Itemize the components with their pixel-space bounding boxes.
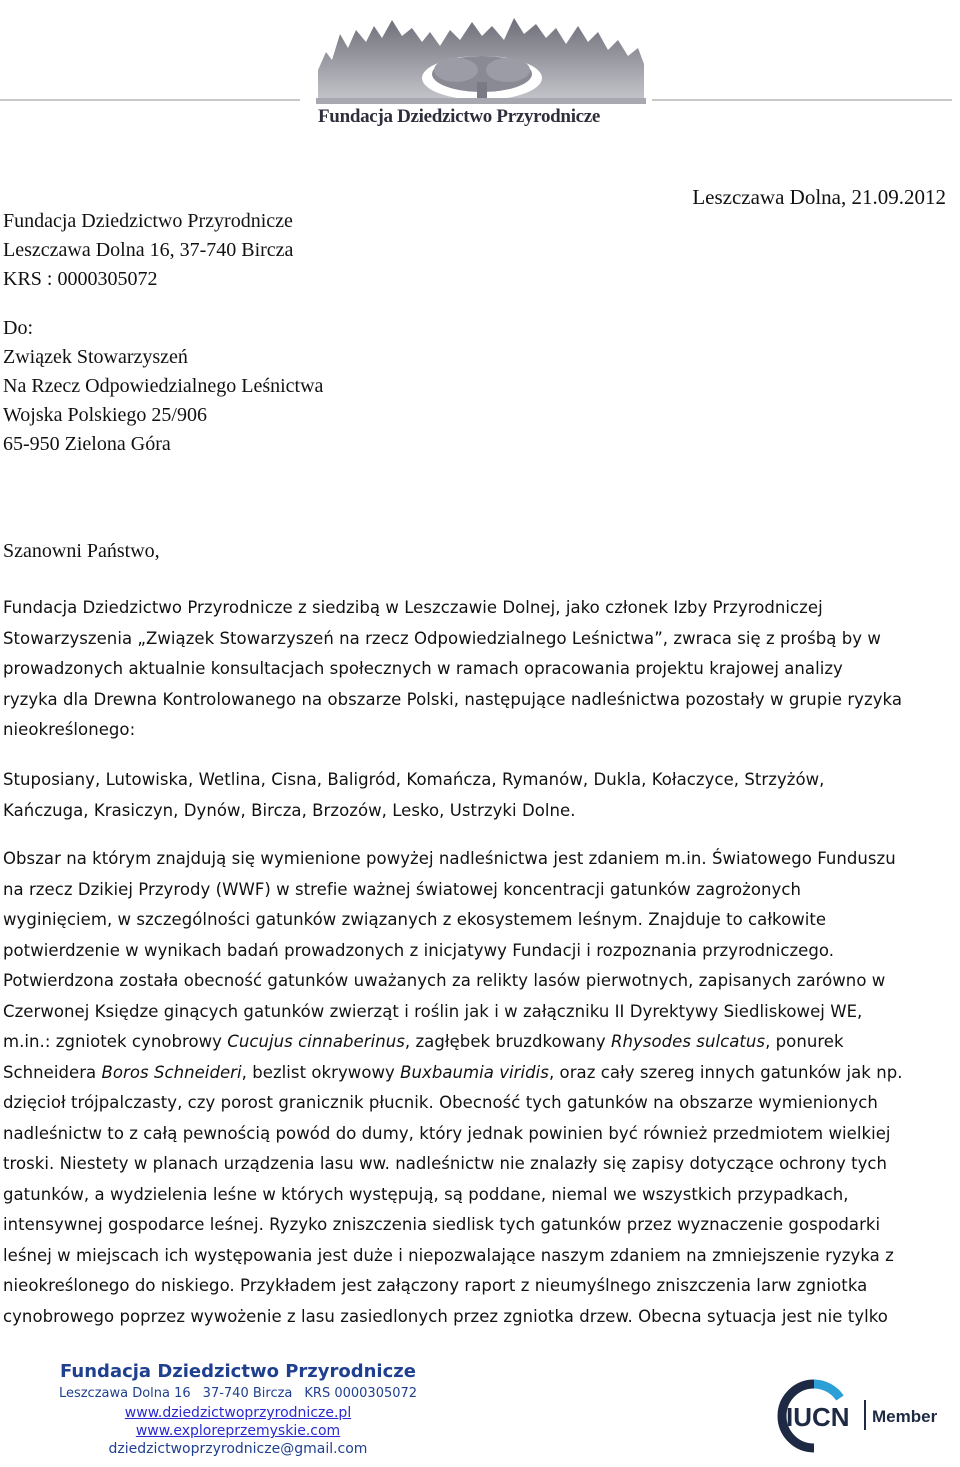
text-line: dzięcioł trójpalczasty, czy porost granicznik płucnik. Obecność tych gatunków na obszarze wymienionych [3, 1093, 878, 1112]
sender-address [3, 207, 293, 294]
text-line: leśnej w miejscach ich występowania jest duże i niepozwalające naszym zdaniem na zmniejszenie ryzyka z [3, 1245, 894, 1265]
text-line: na rzecz Dzikiej Przyrody (WWF) w strefie ważnej światowej koncentracji gatunków zagrożonych [3, 879, 801, 899]
footer-address: Leszczawa Dolna 16 [58, 1386, 191, 1401]
header-rule-right [652, 99, 952, 101]
recipient-to-label: Do: [3, 317, 33, 339]
recipient-line: Wojska Polskiego 25/906 [3, 404, 207, 426]
recipient-line: 65-950 Zielona Góra [3, 433, 171, 455]
paragraph-forest-districts [3, 765, 953, 826]
text-line: troski. Niestety w planach urządzenia lasu ww. nadleśnictw nie znalazły się zapisy dotyczące ochrony tych [3, 1154, 888, 1173]
text-span: m.in.: zgniotek cynobrowy [3, 1032, 228, 1051]
sender-line: KRS : 0000305072 [3, 268, 158, 290]
paragraph-justification [3, 844, 953, 1332]
recipient-line: Związek Stowarzyszeń [3, 346, 188, 368]
footer-contact [28, 1360, 448, 1458]
footer-website-link[interactable]: www.dziedzictwoprzyrodnicze.pl [124, 1405, 352, 1421]
text-line: cynobrowego poprzez wywożenie z lasu zasiedlonych przez zgniotka drzew. Obecna sytuacja jest nie tylko [3, 1306, 888, 1326]
footer-address-line [28, 1384, 448, 1404]
footer-postal: 37-740 Bircza [202, 1386, 293, 1401]
footer-krs: KRS 0000305072 [304, 1386, 418, 1401]
text-line: nadleśnictw to z całą pewnością powód do dumy, który jednak powinien być również przedmiotem wielkiej [3, 1123, 891, 1143]
text-line: Stuposiany, Lutowiska, Wetlina, Cisna, Baligród, Komańcza, Rymanów, Dukla, Kołaczyce, Strzyżów, [3, 770, 825, 789]
text-line: Obszar na którym znajdują się wymienione powyżej nadleśnictwa jest zdaniem m.in. Światowego Funduszu [3, 849, 896, 868]
header-rule-left [0, 99, 300, 101]
text-line: ryzyka dla Drewna Kontrolowanego na obszarze Polski, następujące nadleśnictwa pozostały w grupie ryzyka [3, 689, 902, 709]
footer-org-name: Fundacja Dziedzictwo Przyrodnicze [60, 1361, 416, 1382]
letter-date: Leszczawa Dolna, 21.09.2012 [692, 185, 946, 209]
recipient-address [3, 314, 323, 459]
text-line: potwierdzenie w wynikach badań prowadzonych z inicjatywy Fundacji i rozpoznania przyrodniczego. [3, 940, 835, 960]
text-line [3, 1027, 953, 1058]
text-line [3, 1058, 953, 1089]
iucn-member-text: Member [872, 1407, 938, 1426]
text-span: , zagłębek bruzdkowany [404, 1032, 612, 1051]
text-line: gatunków, a wydzielenia leśne w których występują, są poddane, niemal we wszystkich przypadkach, [3, 1184, 849, 1204]
header-org-name: Fundacja Dziedzictwo Przyrodnicze [318, 106, 601, 127]
text-line: nieokreślonego: [3, 720, 136, 739]
text-line: Stowarzyszenia „Związek Stowarzyszeń na rzecz Odpowiedzialnego Leśnictwa”, zwraca się z prośbą by w [3, 628, 881, 648]
text-span: , bezlist okrywowy [241, 1062, 401, 1082]
text-line: wyginięciem, w szczególności gatunków związanych z ekosystemem leśnym. Znajduje to całkowite [3, 910, 827, 929]
text-span: , oraz cały szereg innych gatunków jak np. [548, 1062, 903, 1082]
text-line: nieokreślonego do niskiego. Przykładem jest załączony raport z nieumyślnego zniszczenia larw zgniotka [3, 1276, 868, 1295]
text-line: Kańczuga, Krasiczyn, Dynów, Bircza, Brzozów, Lesko, Ustrzyki Dolne. [3, 800, 576, 820]
sender-line: Fundacja Dziedzictwo Przyrodnicze [3, 210, 293, 232]
text-line: Potwierdzona została obecność gatunków uważanych za relikty lasów pierwotnych, zapisanych zarówno w [3, 971, 886, 990]
recipient-line: Na Rzecz Odpowiedzialnego Leśnictwa [3, 375, 324, 397]
text-line: prowadzonych aktualnie konsultacjach społecznych w ramach opracowania projektu krajowej analizy [3, 659, 843, 678]
footer-website-link[interactable]: www.exploreprzemyskie.com [135, 1423, 341, 1439]
iucn-member-badge [776, 1378, 956, 1453]
species-name: Buxbaumia viridis [400, 1062, 549, 1082]
greeting: Szanowni Państwo, [3, 540, 160, 562]
text-line: Czerwonej Księdze ginących gatunków zwierząt i roślin jak i w załączniku II Dyrektywy Siedliskowej WE, [3, 1001, 863, 1021]
text-span: Schneidera [3, 1062, 102, 1082]
paragraph-request [3, 593, 953, 746]
iucn-text: IUCN [786, 1402, 850, 1432]
text-line: intensywnej gospodarce leśnej. Ryzyko zniszczenia siedlisk tych gatunków przez wyznaczenie gospodarki [3, 1215, 881, 1234]
species-name: Cucujus cinnaberinus [227, 1032, 405, 1051]
species-name: Rhysodes sulcatus [611, 1032, 766, 1051]
species-name: Boros Schneideri [101, 1062, 242, 1082]
footer-email: dziedzictwoprzyrodnicze@gmail.com [108, 1441, 368, 1457]
sender-line: Leszczawa Dolna 16, 37-740 Bircza [3, 239, 294, 261]
text-line: Fundacja Dziedzictwo Przyrodnicze z siedzibą w Leszczawie Dolnej, jako członek Izby Przyrodniczej [3, 598, 823, 617]
text-span: , ponurek [765, 1032, 844, 1051]
